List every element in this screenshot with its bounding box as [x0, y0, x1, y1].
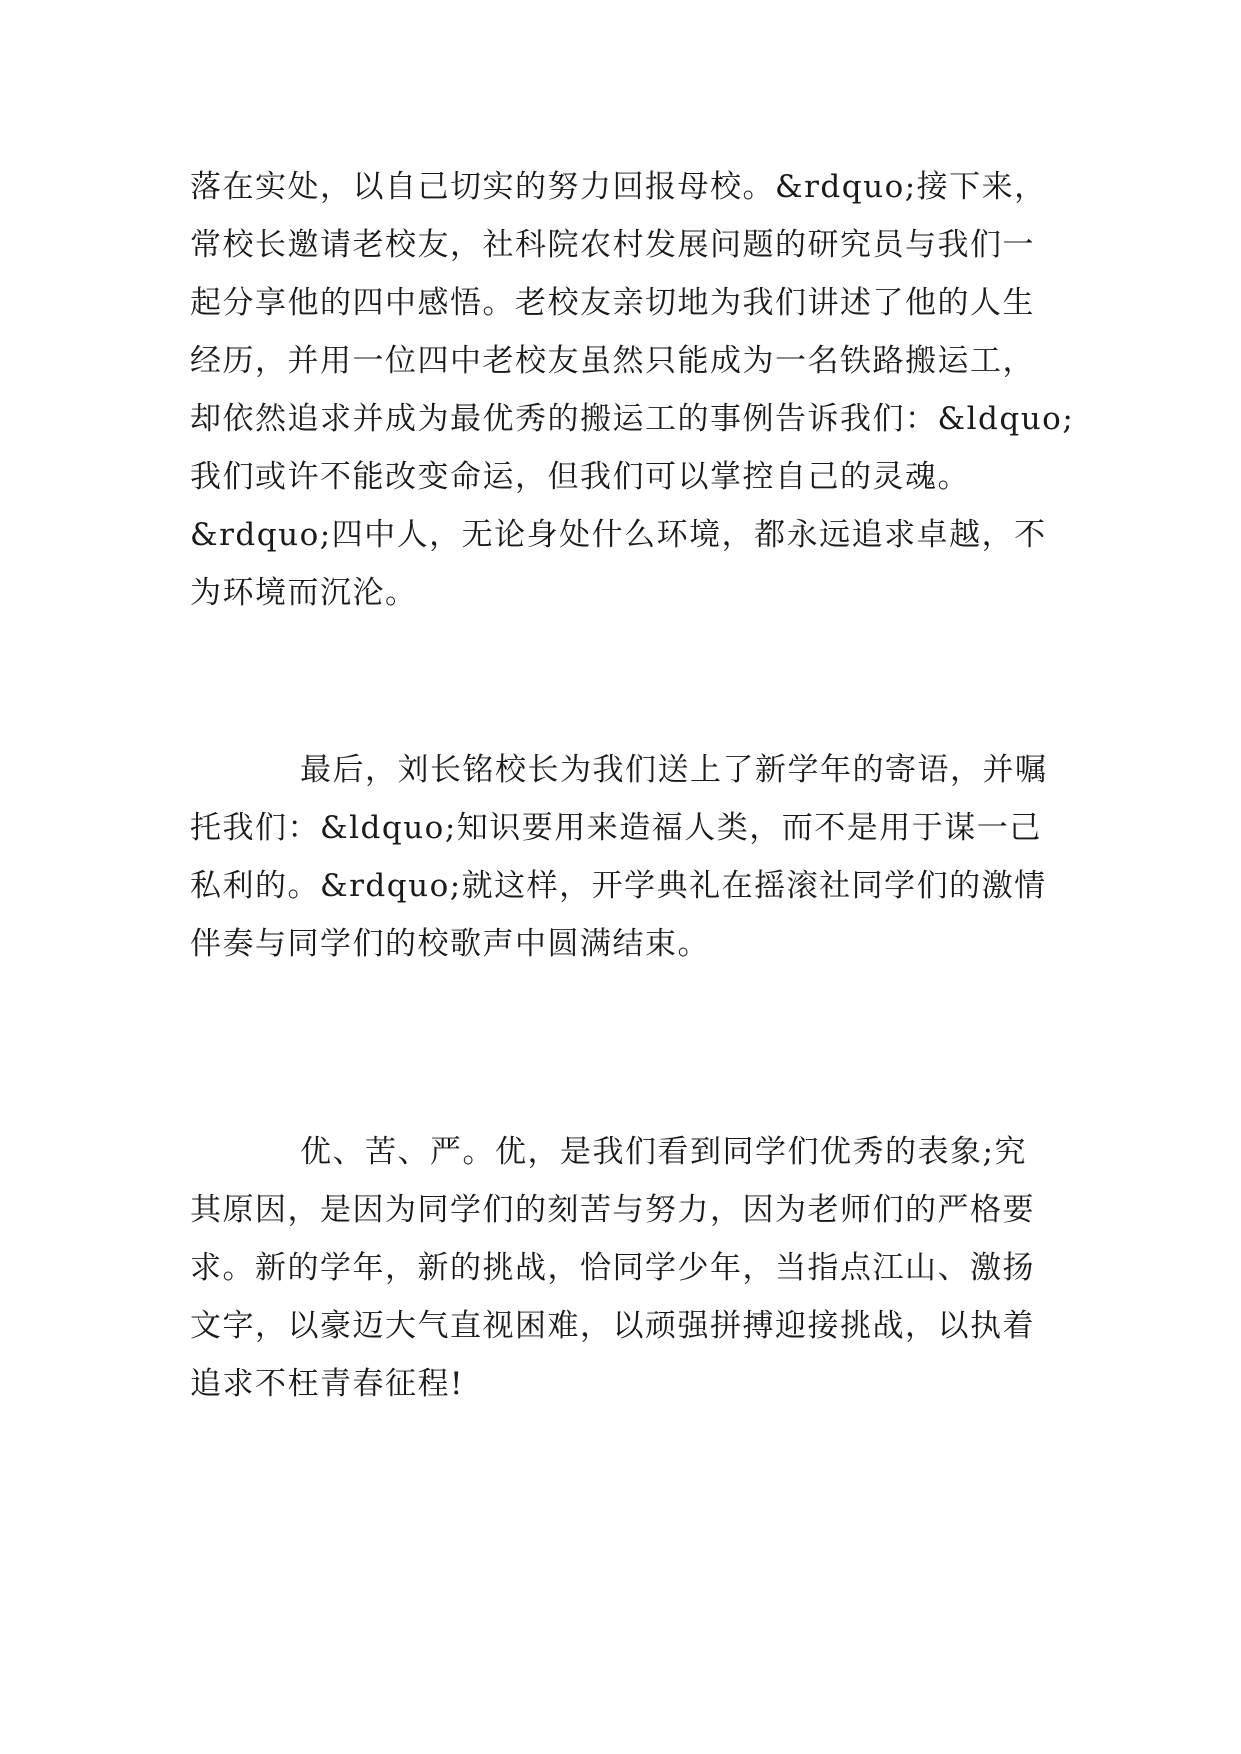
text-line: 为环境而沉沦。 [190, 575, 418, 611]
text-line: 追求不枉青春征程! [190, 1366, 464, 1402]
text-line: 私利的。&rdquo;就这样，开学典礼在摇滚社同学们的激情 [190, 868, 1047, 904]
paragraph-conclusion [190, 1123, 1050, 1413]
text-line: 却依然追求并成为最优秀的搬运工的事例告诉我们：&ldquo; [190, 401, 1075, 437]
paragraph-alumni-speech [190, 158, 1075, 622]
text-line: 优、苦、严。优，是我们看到同学们优秀的表象;究 [300, 1134, 1027, 1170]
text-line: 经历，并用一位四中老校友虽然只能成为一名铁路搬运工， [190, 343, 1035, 379]
text-line: 求。新的学年，新的挑战，恰同学少年，当指点江山、激扬 [190, 1250, 1035, 1286]
text-line: 伴奏与同学们的校歌声中圆满结束。 [190, 926, 710, 962]
text-line: 常校长邀请老校友，社科院农村发展问题的研究员与我们一 [190, 227, 1035, 263]
text-line: 其原因，是因为同学们的刻苦与努力，因为老师们的严格要 [190, 1192, 1035, 1228]
text-line: 我们或许不能改变命运，但我们可以掌控自己的灵魂。 [190, 459, 970, 495]
text-line: 托我们：&ldquo;知识要用来造福人类，而不是用于谋一己 [190, 810, 1042, 846]
text-line: 起分享他的四中感悟。老校友亲切地为我们讲述了他的人生 [190, 285, 1035, 321]
text-line: 文字，以豪迈大气直视困难，以顽强拼搏迎接挑战，以执着 [190, 1308, 1035, 1344]
paragraph-principal-message [190, 741, 1050, 973]
text-line: 最后，刘长铭校长为我们送上了新学年的寄语，并嘱 [300, 752, 1048, 788]
text-line: 落在实处，以自己切实的努力回报母校。&rdquo;接下来， [190, 169, 1047, 205]
text-line: &rdquo;四中人，无论身处什么环境，都永远追求卓越，不 [190, 517, 1047, 553]
